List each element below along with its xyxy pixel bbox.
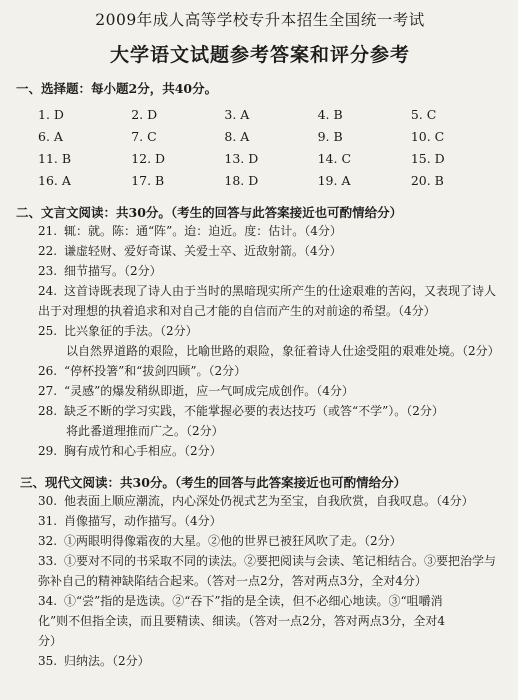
- choice-answer: 12. D: [131, 150, 166, 166]
- answer-continuation: 将此番道理推而广之。（2分）: [66, 424, 224, 438]
- answer-item: [38, 551, 504, 571]
- answer-continuation: 出于对理想的执着追求和对自己才能的自信而产生的对前途的希望。（4分）: [38, 304, 436, 318]
- choice-answer: 6. A: [38, 128, 63, 144]
- choice-answer: 16. A: [38, 172, 71, 188]
- answer-continuation: 弥补自己的精神缺陷结合起来。（答对一点2分，答对两点3分，全对4分）: [38, 574, 427, 588]
- question-number: 23.: [38, 264, 58, 278]
- answer-item: [38, 381, 504, 401]
- answer-row: [38, 147, 504, 169]
- choice-answer: 9. B: [317, 128, 343, 144]
- answer-text: 辄：就。陈：通“阵”。迨：迫近。度：估计。（4分）: [64, 224, 342, 238]
- answer-continuation: 分）: [38, 634, 63, 648]
- question-number: 28.: [38, 404, 58, 418]
- choice-answer: 15. D: [410, 150, 445, 166]
- exam-title: 2009年成人高等学校专升本招生全国统一考试: [95, 11, 425, 29]
- answer-continuation: 以自然界道路的艰险，比喻世路的艰险，象征着诗人仕途受阻的艰难处境。（2分）: [66, 344, 500, 358]
- question-number: 32.: [38, 534, 58, 548]
- answer-item: [38, 401, 504, 421]
- answer-text: ①“尝”指的是选读。②“吞下”指的是全读，但不必细心地读。③“咀嚼消: [64, 594, 443, 608]
- question-number: 27.: [38, 384, 58, 398]
- answer-text: “灵感”的爆发稍纵即逝，应一气呵成完成创作。（4分）: [64, 384, 354, 398]
- answer-row: [38, 169, 504, 191]
- answer-continuation: 化”则不但指全读，而且要精读、细读。（答对一点2分，答对两点3分，全对4: [38, 614, 446, 628]
- choice-answer: 20. B: [410, 172, 444, 188]
- question-number: 26.: [38, 364, 58, 378]
- question-number: 33.: [38, 554, 58, 568]
- answer-item: [38, 261, 504, 281]
- answer-text: ①两眼明得像霜夜的大星。②他的世界已被狂风吹了走。（2分）: [64, 534, 402, 548]
- answer-text: 缺乏不断的学习实践，不能掌握必要的表达技巧（或答“不学”）。（2分）: [64, 404, 444, 418]
- answer-text: 胸有成竹和心手相应。（2分）: [64, 444, 222, 458]
- choice-answer: 5. C: [410, 106, 437, 122]
- question-number: 22.: [38, 244, 58, 258]
- answer-text: 细节描写。（2分）: [64, 264, 162, 278]
- section-3-heading: 三、现代文阅读：共30分。（考生的回答与此答案接近也可酌情给分）: [20, 475, 407, 490]
- multiple-choice-answer-grid: [38, 103, 504, 191]
- answer-text: 他表面上顺应潮流，内心深处仍视式艺为至宝，自我欣赏，自我叹息。（4分）: [64, 494, 474, 508]
- answer-item: [38, 241, 504, 261]
- choice-answer: 7. C: [131, 128, 157, 144]
- choice-answer: 13. D: [224, 150, 259, 166]
- question-number: 31.: [38, 514, 58, 528]
- question-number: 34.: [38, 594, 58, 608]
- answer-row: [38, 125, 504, 147]
- answer-text: 归纳法。（2分）: [64, 654, 150, 668]
- choice-answer: 11. B: [38, 150, 72, 166]
- section-1-heading: 一、选择题：每小题2分，共40分。: [16, 81, 218, 96]
- answer-item: [38, 651, 504, 671]
- choice-answer: 10. C: [410, 128, 445, 144]
- choice-answer: 14. C: [317, 150, 352, 166]
- answer-text: ①要对不同的书采取不同的读法。②要把阅读与会读、笔记相结合。③要把治学与: [64, 554, 497, 568]
- answer-item: [38, 511, 504, 531]
- answer-text: 这首诗既表现了诗人由于当时的黑暗现实所产生的仕途艰难的苦闷，又表现了诗人: [64, 284, 497, 298]
- answer-item: [38, 221, 504, 241]
- answer-text: 比兴象征的手法。（2分）: [64, 324, 198, 338]
- choice-answer: 4. B: [317, 106, 343, 122]
- question-number: 25.: [38, 324, 58, 338]
- answer-item: [38, 491, 504, 511]
- choice-answer: 8. A: [224, 128, 250, 144]
- question-number: 30.: [38, 494, 58, 508]
- answer-item: [38, 531, 504, 551]
- choice-answer: 3. A: [224, 106, 250, 122]
- section-3-items: [16, 491, 504, 671]
- question-number: 21.: [38, 224, 58, 238]
- choice-answer: 17. B: [131, 172, 165, 188]
- answer-text: “停杯投箸”和“拔剑四顾”。（2分）: [64, 364, 247, 378]
- choice-answer: 18. D: [224, 172, 259, 188]
- question-number: 29.: [38, 444, 58, 458]
- answer-item: [38, 281, 504, 301]
- question-number: 24.: [38, 284, 58, 298]
- answer-text: 谦虚轻财、爱好奇谋、关爱士卒、近敌射箭。（4分）: [64, 244, 342, 258]
- question-number: 35.: [38, 654, 58, 668]
- document-subtitle: 大学语文试题参考答案和评分参考: [109, 44, 410, 66]
- choice-answer: 19. A: [317, 172, 351, 188]
- answer-item: [38, 361, 504, 381]
- section-2-items: [16, 221, 504, 461]
- answer-item: [38, 441, 504, 461]
- answer-row: [38, 103, 504, 125]
- answer-item: [38, 321, 504, 341]
- choice-answer: 1. D: [38, 106, 64, 122]
- answer-item: [38, 591, 504, 611]
- answer-text: 肖像描写，动作描写。（4分）: [64, 514, 222, 528]
- section-2-heading: 二、文言文阅读：共30分。（考生的回答与此答案接近也可酌情给分）: [16, 205, 403, 220]
- choice-answer: 2. D: [131, 106, 158, 122]
